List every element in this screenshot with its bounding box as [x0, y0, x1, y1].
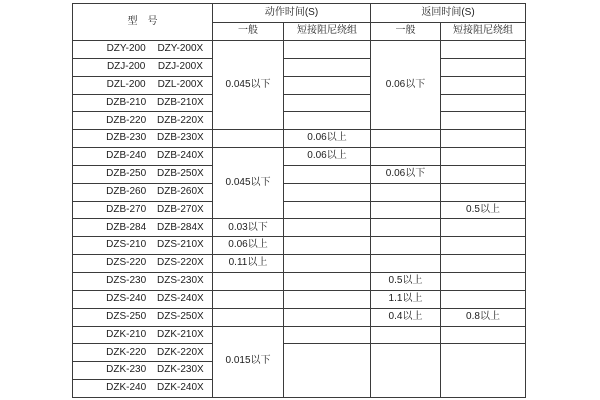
- model-cell: [73, 112, 213, 130]
- model-name-left: DZB-220: [106, 114, 147, 126]
- return-general-cell: [371, 255, 441, 273]
- model-name-right: DZS-210X: [157, 239, 204, 251]
- return-damping-cell: [441, 130, 526, 148]
- model-name-left: DZK-220: [106, 346, 147, 358]
- model-cell: [73, 272, 213, 290]
- model-name-left: DZJ-200: [106, 61, 146, 73]
- return-damping-cell: 0.8以上: [441, 308, 526, 326]
- action-general-cell: 0.045以下: [213, 148, 284, 219]
- model-cell: [73, 362, 213, 380]
- return-general-cell: [371, 130, 441, 148]
- return-damping-cell: [441, 148, 526, 166]
- model-name-right: DZS-220X: [157, 257, 204, 269]
- model-name-right: DZK-240X: [157, 382, 204, 394]
- model-name-right: DZS-240X: [157, 292, 204, 304]
- action-damping-cell: 0.06以上: [284, 130, 371, 148]
- return-damping-cell: [441, 326, 526, 344]
- model-name-right: DZJ-200X: [157, 61, 203, 73]
- model-name-left: DZY-200: [106, 43, 146, 55]
- model-name-left: DZB-260: [106, 185, 147, 197]
- return-general-cell: [371, 148, 441, 166]
- action-damping-cell: [284, 41, 371, 59]
- action-damping-cell: [284, 308, 371, 326]
- return-general-cell: [371, 183, 441, 201]
- model-name-right: DZB-284X: [157, 221, 204, 233]
- return-damping-subheader: 短接阻尼绕组: [441, 22, 526, 41]
- model-cell: [73, 290, 213, 308]
- action-damping-cell: [284, 326, 371, 344]
- model-name-left: DZB-230: [106, 132, 147, 144]
- return-damping-cell: [441, 165, 526, 183]
- table-row: [73, 237, 526, 255]
- model-cell: [73, 94, 213, 112]
- model-cell: [73, 130, 213, 148]
- model-name-left: DZS-210: [106, 239, 147, 251]
- action-damping-cell: [284, 58, 371, 76]
- return-damping-cell: [441, 112, 526, 130]
- table-row: [73, 94, 526, 112]
- model-cell: [73, 76, 213, 94]
- action-general-subheader: 一般: [213, 22, 284, 41]
- spec-table: [72, 3, 526, 398]
- model-name-left: DZL-200: [106, 78, 146, 90]
- action-time-header: 动作时间(S): [213, 4, 371, 23]
- action-damping-cell: [284, 165, 371, 183]
- return-damping-cell: [441, 272, 526, 290]
- model-name-left: DZS-250: [106, 310, 147, 322]
- action-damping-cell: [284, 344, 371, 398]
- model-name-left: DZK-210: [106, 328, 147, 340]
- return-general-cell: 1.1以上: [371, 290, 441, 308]
- return-damping-cell: [441, 255, 526, 273]
- model-name-right: DZB-270X: [157, 203, 204, 215]
- return-time-header: 返回时间(S): [371, 4, 526, 23]
- action-general-cell: 0.06以上: [213, 237, 284, 255]
- model-name-left: DZK-240: [106, 382, 147, 394]
- model-cell: [73, 255, 213, 273]
- model-name-right: DZB-230X: [157, 132, 204, 144]
- return-general-subheader: 一般: [371, 22, 441, 41]
- model-name-left: DZB-240: [106, 150, 147, 162]
- return-damping-cell: [441, 76, 526, 94]
- return-general-cell: 0.06以下: [371, 41, 441, 130]
- action-general-cell: 0.03以下: [213, 219, 284, 237]
- return-damping-cell: [441, 183, 526, 201]
- action-general-cell: 0.11以上: [213, 255, 284, 273]
- table-row: [73, 290, 526, 308]
- table-row: [73, 201, 526, 219]
- action-damping-cell: [284, 76, 371, 94]
- model-name-right: DZB-250X: [157, 168, 204, 180]
- table-row: [73, 148, 526, 166]
- model-cell: [73, 326, 213, 344]
- model-name-right: DZS-230X: [157, 275, 204, 287]
- model-name-right: DZB-210X: [157, 96, 204, 108]
- action-general-cell: [213, 290, 284, 308]
- action-general-cell: 0.045以下: [213, 41, 284, 130]
- model-name-right: DZK-230X: [157, 364, 204, 376]
- table-row: [73, 165, 526, 183]
- model-cell: [73, 308, 213, 326]
- model-name-left: DZB-270: [106, 203, 147, 215]
- table-row: [73, 58, 526, 76]
- return-damping-cell: [441, 41, 526, 59]
- return-damping-cell: [441, 290, 526, 308]
- model-name-right: DZY-200X: [157, 43, 204, 55]
- return-damping-cell: [441, 219, 526, 237]
- action-damping-cell: [284, 94, 371, 112]
- header-row-1: [73, 4, 526, 23]
- return-general-cell: [371, 237, 441, 255]
- model-name-left: DZB-284: [106, 221, 147, 233]
- action-damping-cell: [284, 255, 371, 273]
- model-cell: [73, 58, 213, 76]
- return-general-cell: [371, 201, 441, 219]
- action-damping-cell: 0.06以上: [284, 148, 371, 166]
- return-general-cell: [371, 326, 441, 344]
- model-name-left: DZS-240: [106, 292, 147, 304]
- return-damping-cell: 0.5以上: [441, 201, 526, 219]
- action-damping-cell: [284, 112, 371, 130]
- model-name-left: DZB-210: [106, 96, 147, 108]
- action-damping-cell: [284, 290, 371, 308]
- return-damping-cell: [441, 237, 526, 255]
- model-cell: [73, 237, 213, 255]
- model-cell: [73, 344, 213, 362]
- model-name-left: DZS-230: [106, 275, 147, 287]
- action-damping-subheader: 短接阻尼绕组: [284, 22, 371, 41]
- table-row: [73, 326, 526, 344]
- return-general-cell: 0.5以上: [371, 272, 441, 290]
- model-cell: [73, 380, 213, 398]
- model-name-right: DZB-260X: [157, 185, 204, 197]
- model-name-left: DZB-250: [106, 168, 147, 180]
- return-general-cell: [371, 219, 441, 237]
- action-damping-cell: [284, 219, 371, 237]
- model-name-left: DZK-230: [106, 364, 147, 376]
- model-name-right: DZK-210X: [157, 328, 204, 340]
- return-damping-cell: [441, 344, 526, 398]
- action-general-cell: [213, 308, 284, 326]
- return-general-cell: 0.06以下: [371, 165, 441, 183]
- model-name-right: DZK-220X: [157, 346, 204, 358]
- table-row: [73, 308, 526, 326]
- action-damping-cell: [284, 201, 371, 219]
- return-damping-cell: [441, 94, 526, 112]
- model-header-cell: 型 号: [73, 4, 213, 41]
- model-name-left: DZS-220: [106, 257, 147, 269]
- model-name-right: DZS-250X: [157, 310, 204, 322]
- action-general-cell: 0.015以下: [213, 326, 284, 397]
- table-row: [73, 272, 526, 290]
- table-row: [73, 112, 526, 130]
- model-cell: [73, 165, 213, 183]
- table-row: [73, 344, 526, 362]
- model-cell: [73, 219, 213, 237]
- model-cell: [73, 201, 213, 219]
- model-name-right: DZL-200X: [157, 78, 204, 90]
- return-general-cell: [371, 344, 441, 398]
- action-damping-cell: [284, 183, 371, 201]
- action-general-cell: [213, 272, 284, 290]
- model-name-right: DZB-240X: [157, 150, 204, 162]
- table-row: [73, 76, 526, 94]
- model-cell: [73, 183, 213, 201]
- table-row: [73, 219, 526, 237]
- table-row: [73, 130, 526, 148]
- action-damping-cell: [284, 272, 371, 290]
- return-general-cell: 0.4以上: [371, 308, 441, 326]
- action-damping-cell: [284, 237, 371, 255]
- table-row: [73, 41, 526, 59]
- model-name-right: DZB-220X: [157, 114, 204, 126]
- model-cell: [73, 148, 213, 166]
- table-row: [73, 255, 526, 273]
- return-damping-cell: [441, 58, 526, 76]
- action-general-cell: [213, 130, 284, 148]
- table-row: [73, 183, 526, 201]
- model-cell: [73, 41, 213, 59]
